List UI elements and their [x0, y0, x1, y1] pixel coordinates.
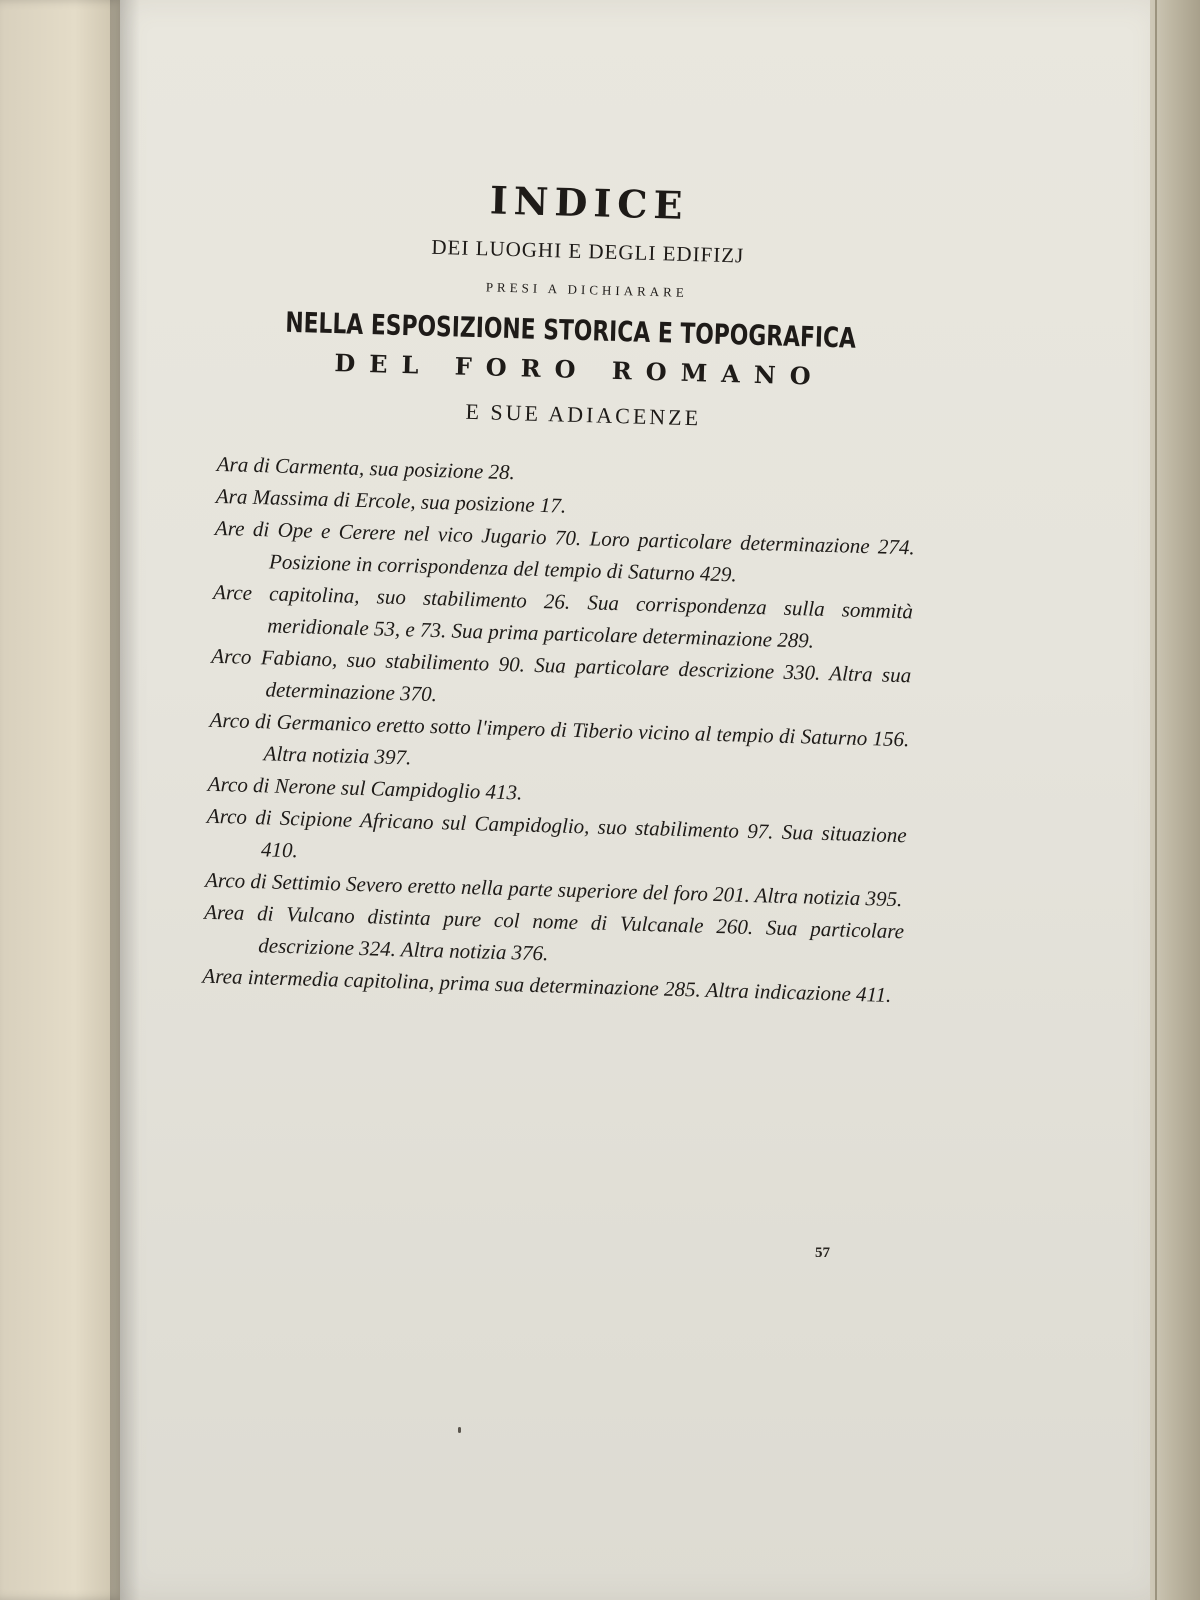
- index-entry: Area di Vulcano distinta pure col nome di Vulcanale 260. Sua particolare descrizione 324. Altra notizia 376.: [203, 899, 905, 966]
- heading-line-4: NELLA ESPOSIZIONE STORICA E TOPOGRAFICA: [284, 305, 857, 355]
- index-entry: Arco di Nerone sul Campidoglio 413.: [207, 771, 523, 805]
- right-page-edges: [1150, 0, 1200, 1600]
- index-entry: Arco di Scipione Africano sul Campidoglio, suo stabilimento 97. Sua situazione 410.: [206, 803, 908, 863]
- index-entry: Arce capitolina, suo stabilimento 26. Sua corrispondenza sulla sommità meridionale 53, e 73. Sua prima particolare determinazione 289.: [212, 579, 914, 653]
- page-content: [202, 170, 925, 1011]
- index-entry: Ara Massima di Ercole, sua posizione 17.: [215, 483, 567, 518]
- index-entry: Are di Ope e Cerere nel vico Jugario 70. Loro particolare determinazione 274. Posizione in corrispondenza del tempio di Saturno 429.: [214, 515, 916, 587]
- page-number: 57: [815, 1245, 830, 1261]
- heading-line-5: DEL FORO ROMANO: [334, 348, 826, 391]
- index-entry: Arco di Settimio Severo eretto nella parte superiore del foro 201. Altra notizia 395.: [204, 867, 903, 912]
- book-gutter: [110, 0, 140, 1600]
- heading-line-6: E SUE ADIACENZE: [465, 398, 702, 431]
- left-page-edge: [0, 0, 125, 1600]
- index-title: INDICE: [489, 177, 690, 228]
- right-edge-line: [1155, 0, 1157, 1600]
- index-subtitle: DEI LUOGHI E DEGLI EDIFIZJ: [431, 234, 745, 268]
- index-entry: Ara di Carmenta, sua posizione 28.: [216, 451, 516, 485]
- paper-speck: [458, 1427, 461, 1433]
- index-entry: Area intermedia capitolina, prima sua determinazione 285. Altra indicazione 411.: [202, 963, 892, 1007]
- heading-line-3: PRESI A DICHIARARE: [485, 279, 688, 300]
- index-entries: [202, 448, 917, 1011]
- index-entry: Arco Fabiano, suo stabilimento 90. Sua particolare descrizione 330. Altra sua determinazione 370.: [211, 643, 912, 707]
- index-entry: Arco di Germanico eretto sotto l'impero di Tiberio vicino al tempio di Saturno 156. Altra notizia 397.: [209, 707, 910, 770]
